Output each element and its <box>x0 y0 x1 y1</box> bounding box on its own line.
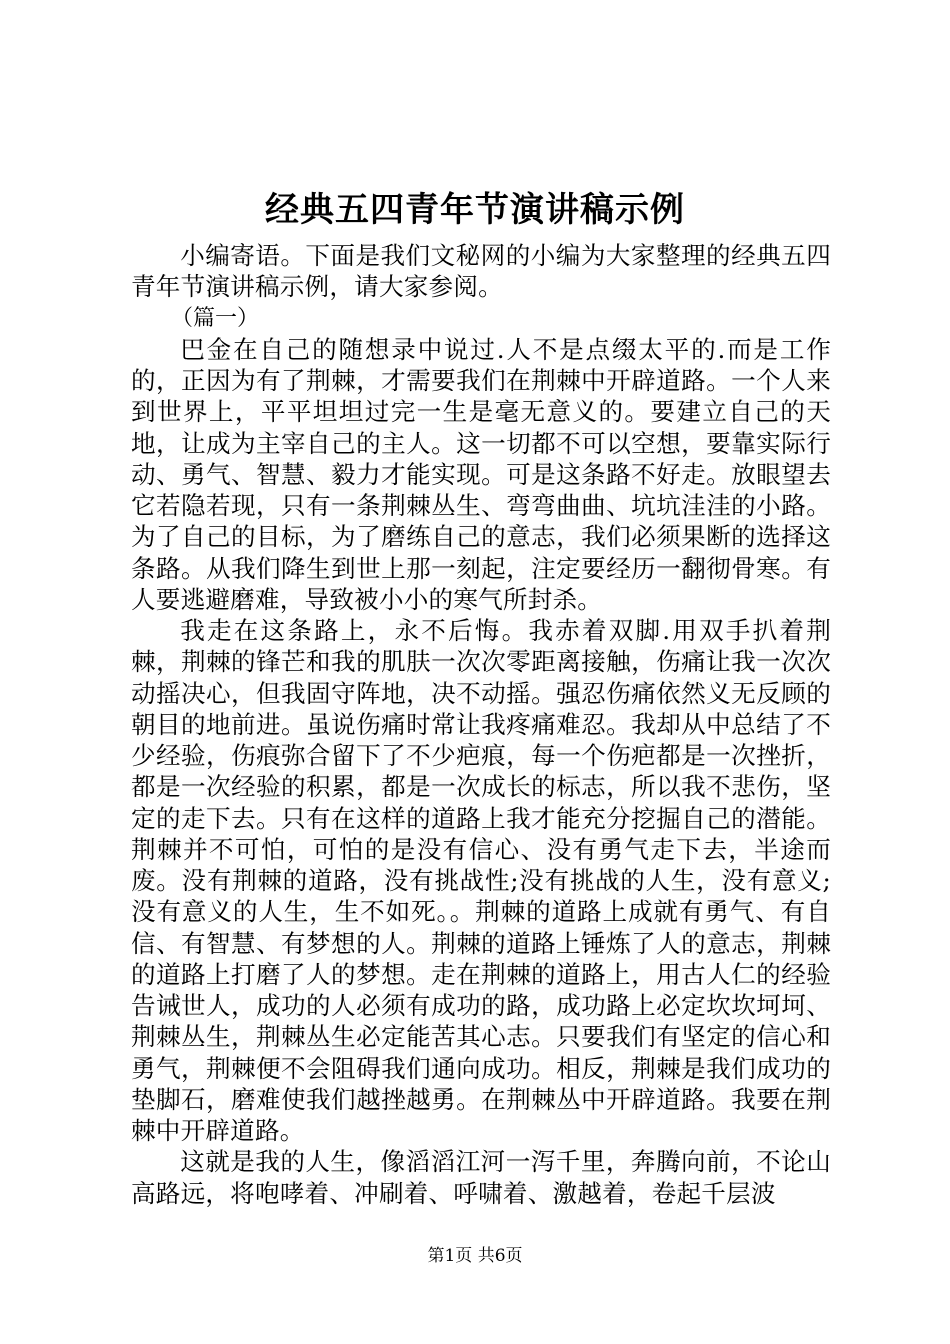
section-label: （篇一） <box>171 305 260 331</box>
body-paragraph-2: 我走在这条路上，永不后悔。我赤着双脚.用双手扒着荆棘，荆棘的锋芒和我的肌肤一次次零距离接触，伤痛让我一次次动摇决心，但我固守阵地，决不动摇。强忍伤痛依然义无反顾的朝目的地前进。虽说伤痛时常让我疼痛难忍。我却从中总结了不少经验，伤痕弥合留下了不少疤痕，每一个伤疤都是一次挫折，都是一次经验的积累，都是一次成长的标志，所以我不悲伤，坚定的走下去。只有在这样的道路上我才能充分挖掘自己的潜能。荆棘并不可怕，可怕的是没有信心、没有勇气走下去，半途而废。没有荆棘的道路，没有挑战性;没有挑战的人生，没有意义;没有意义的人生，生不如死。。荆棘的道路上成就有勇气、有自信、有智慧、有梦想的人。荆棘的道路上锤炼了人的意志，荆棘的道路上打磨了人的梦想。走在荆棘的道路上，用古人仁的经验告诫世人，成功的人必须有成功的路，成功路上必定坎坎坷坷、荆棘丛生，荆棘丛生必定能苦其心志。只要我们有坚定的信心和勇气，荆棘便不会阻碍我们通向成功。相反，荆棘是我们成功的垫脚石，磨难使我们越挫越勇。在荆棘丛中开辟道路。我要在荆棘中开辟道路。 <box>131 616 831 1145</box>
body-paragraph-1: 巴金在自己的随想录中说过.人不是点缀太平的.而是工作的，正因为有了荆棘，才需要我们在荆棘中开辟道路。一个人来到世界上，平平坦坦过完一生是毫无意义的。要建立自己的天地，让成为主宰自己的主人。这一切都不可以空想，要靠实际行动、勇气、智慧、毅力才能实现。可是这条路不好走。放眼望去它若隐若现，只有一条荆棘丛生、弯弯曲曲、坑坑洼洼的小路。为了自己的目标，为了磨练自己的意志，我们必须果断的选择这条路。从我们降生到世上那一刻起，注定要经历一翻彻骨寒。有人要逃避磨难，导致被小小的寒气所封杀。 <box>131 334 831 614</box>
document-title: 经典五四青年节演讲稿示例 <box>265 190 685 230</box>
body-paragraph-3: 这就是我的人生，像滔滔江河一泻千里，奔腾向前，不论山高路远，将咆哮着、冲刷着、呼啸着、激越着，卷起千层波 <box>131 1147 831 1208</box>
document-body <box>131 240 831 1209</box>
intro-paragraph: 小编寄语。下面是我们文秘网的小编为大家整理的经典五四青年节演讲稿示例，请大家参阅。 <box>131 241 831 302</box>
page-footer: 第1页 共6页 <box>427 1246 523 1266</box>
